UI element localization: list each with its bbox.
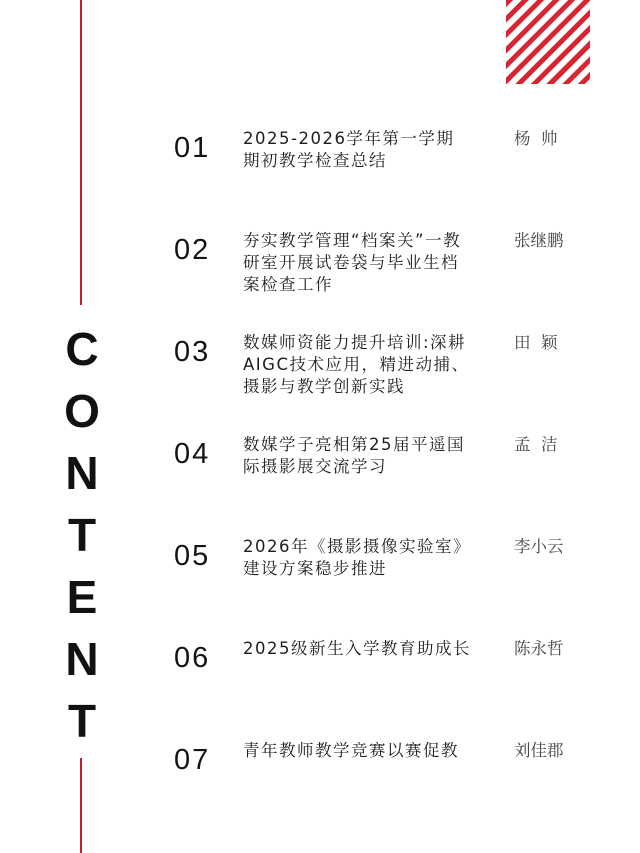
toc-entry-04[interactable] (174, 434, 574, 524)
entry-author: 张继鹏 (514, 231, 564, 250)
toc-entry-07[interactable] (174, 740, 574, 830)
title-letter: C (65, 323, 99, 375)
title-letter: N (65, 633, 99, 685)
entry-author: 杨 帅 (514, 129, 558, 148)
entry-number: 04 (174, 438, 211, 470)
title-letter: T (67, 695, 97, 747)
title-letter: N (65, 447, 99, 499)
title-letter: E (66, 571, 98, 623)
toc-entry-03[interactable] (174, 332, 574, 422)
toc-entry-02[interactable] (174, 230, 574, 320)
entry-author: 陈永哲 (514, 639, 564, 658)
entry-author: 孟 洁 (514, 435, 558, 454)
toc-entry-01[interactable] (174, 128, 574, 218)
title-letter: T (67, 509, 97, 561)
entry-number: 01 (174, 132, 211, 164)
entry-author: 刘佳郡 (514, 741, 564, 760)
entry-title[interactable]: 青年教师教学竞赛以赛促教 (243, 741, 459, 760)
entry-title[interactable]: 数媒学子亮相第25届平遥国 际摄影展交流学习 (243, 435, 465, 476)
entry-title[interactable]: 2025-2026学年第一学期 期初教学检查总结 (243, 129, 455, 170)
entry-author: 田 颖 (514, 333, 558, 352)
entry-number: 05 (174, 540, 211, 572)
entry-title[interactable]: 2026年《摄影摄像实验室》 建设方案稳步推进 (243, 537, 471, 578)
toc-entry-05[interactable] (174, 536, 574, 626)
entry-number: 03 (174, 336, 211, 368)
title-letter: O (64, 385, 100, 437)
entry-number: 07 (174, 744, 211, 776)
entry-number: 06 (174, 642, 211, 674)
entry-title[interactable]: 2025级新生入学教育助成长 (243, 639, 471, 658)
entry-title[interactable]: 数媒师资能力提升培训:深耕 AIGC技术应用，精进动捕、 摄影与教学创新实践 (243, 333, 470, 396)
entry-title[interactable]: 夯实教学管理“档案关”一教 研室开展试卷袋与毕业生档 案检查工作 (243, 231, 462, 294)
entry-author: 李小云 (514, 537, 564, 556)
entry-number: 02 (174, 234, 211, 266)
toc-entry-06[interactable] (174, 638, 574, 728)
